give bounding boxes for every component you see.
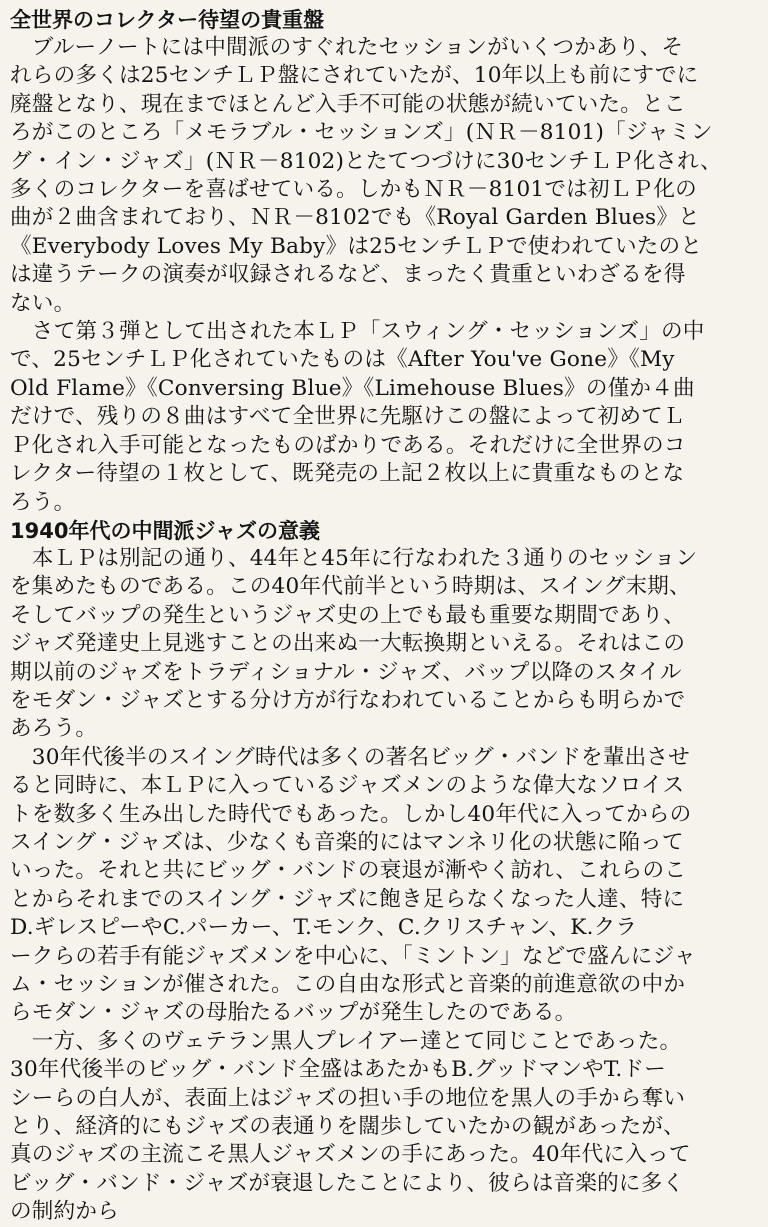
text-line: 《Everybody Loves My Baby》は25センチＬＰで使われていたのと (10, 233, 703, 259)
text-line: を集めたものである。この40年代前半という時期は、スイング末期、 (10, 574, 691, 600)
text-line: ビッグ・バンド・ジャズが衰退したことにより、彼らは音楽的に多く (10, 1170, 685, 1196)
paragraph-4 (10, 744, 758, 1028)
text-line: ると同時に、本ＬＰに入っているジャズメンのような偉大なソロイス (10, 773, 685, 799)
paragraph-2 (10, 318, 758, 517)
text-line: とからそれまでのスイング・ジャズに飽き足らなくなった人達、特に (10, 886, 685, 912)
paragraph-1 (10, 34, 758, 318)
text-line: ジャズ発達史上見逃すことの出来ぬ一大転換期といえる。それはこの (10, 631, 686, 657)
text-line: 一方、多くのヴェテラン黒人プレイアー達とて同じことであった。 (10, 1028, 682, 1054)
section-heading-1940s: 1940年代の中間派ジャズの意義 (10, 518, 321, 543)
text-line: ブルーノートには中間派のすぐれたセッションがいくつかあり、そ (10, 35, 684, 60)
section-heading-collector: 全世界のコレクター待望の貴重盤 (10, 8, 325, 32)
text-line: Ｐ化され入手可能となったものばかりである。それだけに全世界のコ (10, 432, 686, 458)
text-line: の制約から (10, 1199, 119, 1225)
text-line: 多くのコレクターを喜ばせている。しかもＮＲ－8101では初ＬＰ化の (10, 177, 697, 203)
text-line: ろう。 (10, 489, 76, 515)
text-line: だけで、残りの８曲はすべて全世界に先駆けこの盤によって初めてＬ (10, 404, 685, 430)
text-line: スイング・ジャズは、少なくも音楽的にはマンネリ化の状態に陥って (10, 829, 684, 855)
text-line: シーらの白人が、表面上はジャズの担い手の地位を黒人の手から奪い (10, 1085, 686, 1111)
text-line: ークらの若手有能ジャズメンを中心に、「ミントン」などで盛んにジャ (10, 943, 696, 969)
paragraph-5 (10, 1028, 758, 1227)
text-line: D.ギレスピーやC.パーカー、T.モンク、C.クリスチャン、K.クラ (10, 915, 638, 941)
text-line: 30年代後半のビッグ・バンド全盛はあたかもB.グッドマンやT.ドー (10, 1057, 666, 1083)
text-line: トを数多く生み出した時代でもあった。しかし40年代に入ってからの (10, 801, 692, 827)
text-line: らモダン・ジャズの母胎たるバップが発生したのである。 (10, 1000, 577, 1026)
text-line: あろう。 (10, 716, 98, 742)
text-line: 本ＬＰは別記の通り、44年と45年に行なわれた３通りのセッション (10, 545, 698, 571)
text-line: 期以前のジャズをトラディショナル・ジャズ、バップ以降のスタイル (10, 659, 682, 685)
text-line: は違うテークの演奏が収録されるなど、まったく貴重といわざるを得 (10, 262, 686, 288)
text-line: 30年代後半のスイング時代は多くの著名ビッグ・バンドを輩出させ (10, 744, 690, 770)
text-line: れらの多くは25センチＬＰ盤にされていたが、10年以上も前にすでに (10, 63, 699, 89)
text-line: ム・セッションが催された。この自由な形式と音楽的前進意欲の中か (10, 972, 686, 997)
text-line: ない。 (10, 290, 76, 316)
text-line: Old Flame》《Conversing Blue》《Limehouse Blues》の僅か４曲 (10, 375, 695, 401)
text-line: ろがこのところ「メモラブル・セッションズ」(ＮＲ－8101)「ジャミン (10, 120, 713, 146)
text-line: 曲が２曲含まれており、ＮＲ－8102でも《Royal Garden Blues》と (10, 205, 700, 231)
text-line: レクター待望の１枚として、既発売の上記２枚以上に貴重なものとな (10, 461, 685, 487)
paragraph-3 (10, 545, 758, 744)
text-line: で、25センチＬＰ化されていたものは《After You've Gone》《My (10, 347, 675, 373)
text-line: そしてバップの発生というジャズ史の上でも最も重要な期間であり、 (10, 602, 686, 628)
text-line: 廃盤となり、現在までほとんど入手不可能の状態が続いていた。とこ (10, 91, 686, 117)
text-line: をモダン・ジャズとする分け方が行なわれていることからも明らかで (10, 687, 686, 713)
text-line: さて第３弾として出された本ＬＰ「スウィング・セッションズ」の中 (10, 319, 705, 345)
text-line: いった。それと共にビッグ・バンドの衰退が漸やく訪れ、これらのこ (10, 858, 687, 884)
text-line: とり、経済的にもジャズの表通りを闊歩していたかの観があったが、 (10, 1114, 685, 1140)
text-line: グ・イン・ジャズ」(ＮＲ－8102)とたてつづけに30センチＬＰ化され、 (10, 148, 722, 174)
text-line: 真のジャズの主流こそ黒人ジャズメンの手にあった。40年代に入って (10, 1142, 691, 1168)
